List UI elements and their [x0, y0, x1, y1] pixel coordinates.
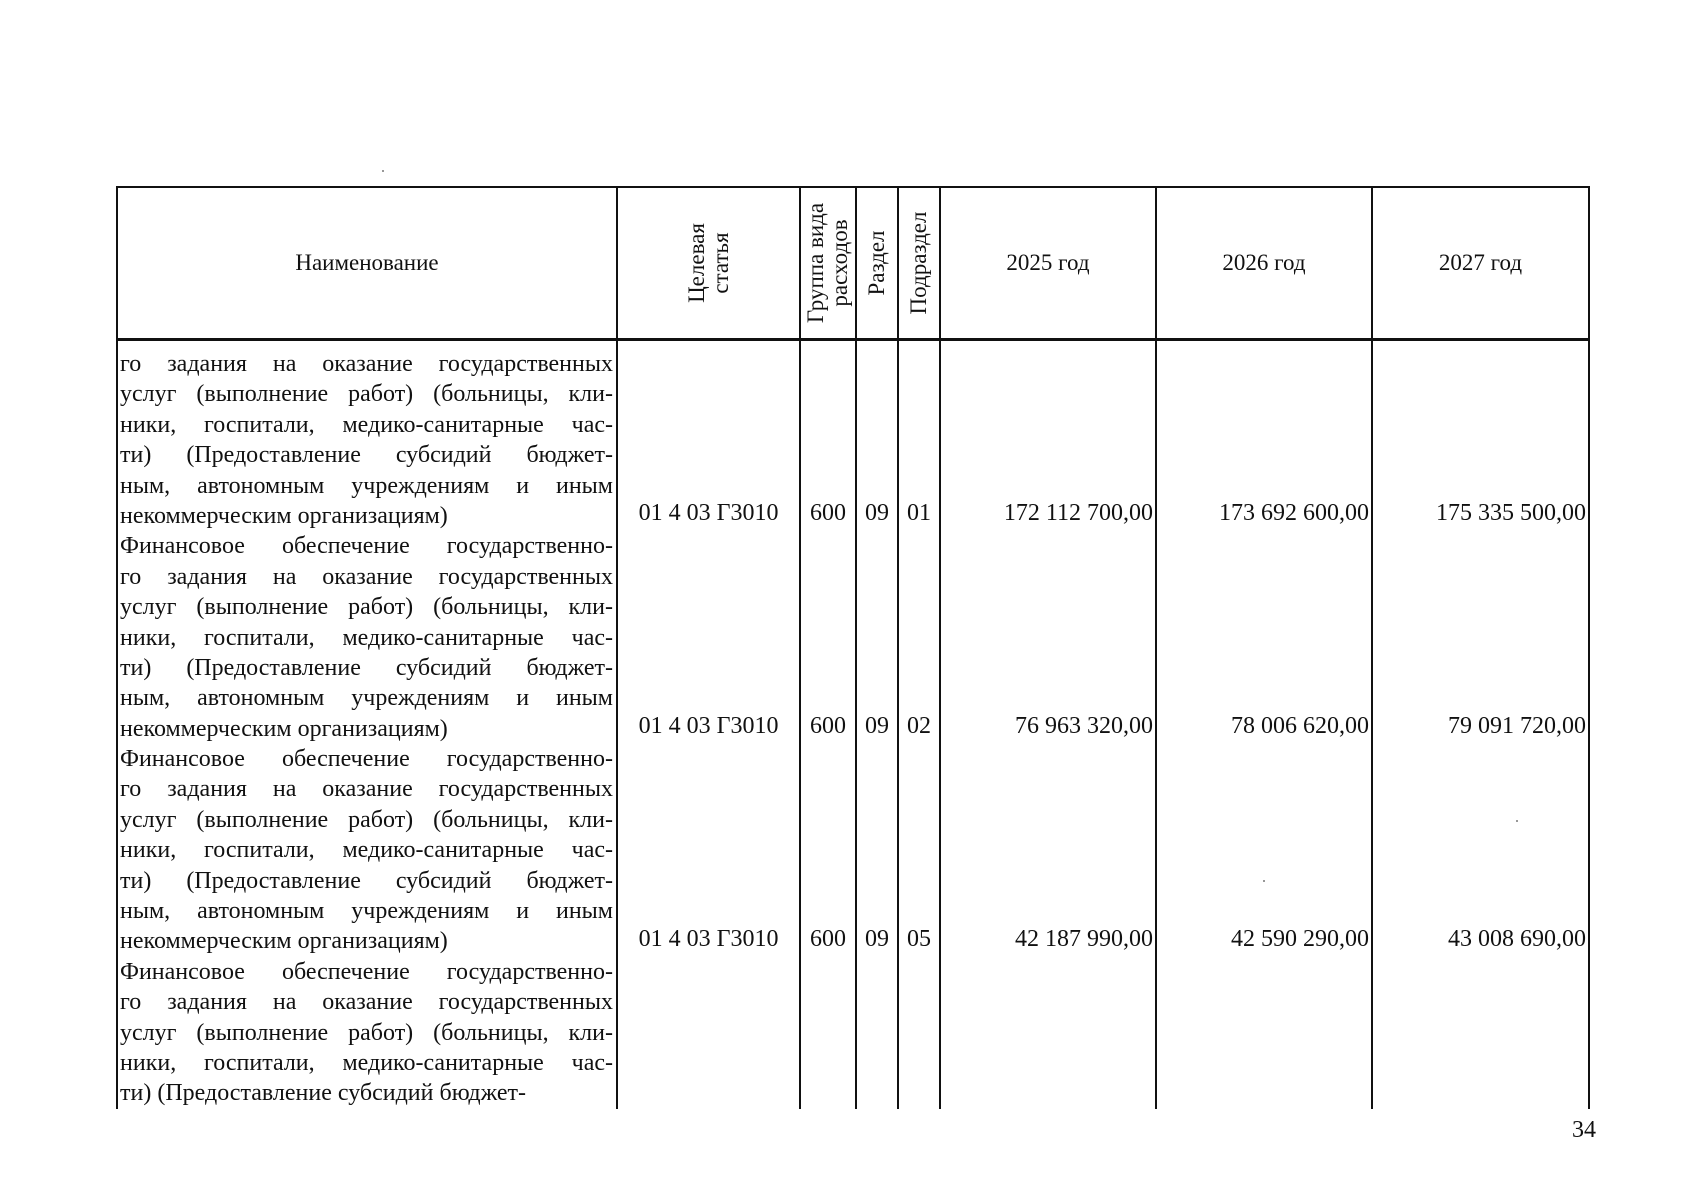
name-line: ники, госпитали, медико-санитарные час- — [120, 624, 613, 651]
row-name — [117, 349, 617, 531]
name-line: некоммерческим организациям) — [120, 715, 448, 742]
amount-2026-cell: 42 590 290,00 — [1156, 744, 1372, 957]
name-line: услуг (выполнение работ) (больницы, кли- — [120, 1019, 613, 1046]
table-header — [117, 187, 1589, 340]
name-line: го задания на оказание государственных — [120, 989, 613, 1016]
table-body — [117, 340, 1589, 1109]
header-expense-group-line2: расходов — [827, 219, 852, 307]
expense-group-cell: 600 — [800, 349, 856, 531]
subsection-cell: 02 — [898, 531, 940, 744]
name-line: ники, госпитали, медико-санитарные час- — [120, 837, 613, 864]
name-line: ти) (Предоставление субсидий бюджет- — [120, 654, 613, 681]
name-line: некоммерческим организациям) — [120, 502, 448, 529]
row-name — [117, 744, 617, 957]
section-cell: 09 — [856, 744, 898, 957]
name-line: го задания на оказание государственных — [120, 563, 613, 590]
name-line: ники, госпитали, медико-санитарные час- — [120, 411, 613, 438]
scan-speck — [382, 170, 384, 172]
name-line: услуг (выполнение работ) (больницы, кли- — [120, 594, 613, 621]
name-line: услуг (выполнение работ) (больницы, кли- — [120, 381, 613, 408]
table-row — [117, 744, 1589, 957]
header-name: Наименование — [117, 187, 617, 340]
header-expense-group-line1: Группа вида — [803, 202, 828, 324]
row-name — [117, 531, 617, 744]
name-line: Финансовое обеспечение государственно- — [120, 746, 613, 773]
target-article-cell: 01 4 03 Г3010 — [617, 531, 800, 744]
empty-cell — [1156, 957, 1372, 1109]
name-line: ти) (Предоставление субсидий бюджет- — [120, 867, 613, 894]
table-spacer-row — [117, 340, 1589, 350]
section-cell: 09 — [856, 349, 898, 531]
header-year-2027: 2027 год — [1372, 187, 1589, 340]
table-row — [117, 349, 1589, 531]
name-line: ным, автономным учреждениям и иным — [120, 898, 613, 925]
amount-2026-cell: 173 692 600,00 — [1156, 349, 1372, 531]
name-line: ным, автономным учреждениям и иным — [120, 685, 613, 712]
target-article-cell: 01 4 03 Г3010 — [617, 349, 800, 531]
expense-group-cell: 600 — [800, 531, 856, 744]
row-name — [117, 957, 617, 1109]
header-target-article-line1: Целевая — [683, 223, 709, 303]
header-target-article — [617, 187, 800, 340]
page-number: 34 — [1572, 1117, 1596, 1143]
name-line: Финансовое обеспечение государственно- — [120, 533, 613, 560]
empty-cell — [800, 957, 856, 1109]
name-line: го задания на оказание государственных — [120, 776, 613, 803]
expense-group-cell: 600 — [800, 744, 856, 957]
empty-cell — [940, 957, 1156, 1109]
header-year-2026: 2026 год — [1156, 187, 1372, 340]
subsection-cell: 01 — [898, 349, 940, 531]
empty-cell — [1372, 957, 1589, 1109]
header-target-article-line2: статья — [707, 232, 733, 294]
empty-cell — [617, 957, 800, 1109]
target-article-cell: 01 4 03 Г3010 — [617, 744, 800, 957]
table-row — [117, 531, 1589, 744]
subsection-cell: 05 — [898, 744, 940, 957]
name-line: услуг (выполнение работ) (больницы, кли- — [120, 806, 613, 833]
empty-cell — [856, 957, 898, 1109]
amount-2027-cell: 175 335 500,00 — [1372, 349, 1589, 531]
section-cell: 09 — [856, 531, 898, 744]
name-line: ники, госпитали, медико-санитарные час- — [120, 1049, 613, 1076]
name-line: некоммерческим организациям) — [120, 928, 448, 955]
name-line: ным, автономным учреждениям и иным — [120, 472, 613, 499]
header-section: Раздел — [856, 187, 898, 340]
amount-2025-cell: 172 112 700,00 — [940, 349, 1156, 531]
header-year-2025: 2025 год — [940, 187, 1156, 340]
amount-2025-cell: 42 187 990,00 — [940, 744, 1156, 957]
name-line: ти) (Предоставление субсидий бюджет- — [120, 1080, 527, 1107]
budget-table — [116, 186, 1590, 1109]
name-line: ти) (Предоставление субсидий бюджет- — [120, 442, 613, 469]
empty-cell — [898, 957, 940, 1109]
amount-2026-cell: 78 006 620,00 — [1156, 531, 1372, 744]
amount-2027-cell: 79 091 720,00 — [1372, 531, 1589, 744]
table-row-continued — [117, 957, 1589, 1109]
name-line: го задания на оказание государственных — [120, 351, 613, 377]
amount-2027-cell: 43 008 690,00 — [1372, 744, 1589, 957]
header-subsection: Подраздел — [898, 187, 940, 340]
header-expense-group — [800, 187, 856, 340]
name-line: Финансовое обеспечение государственно- — [120, 958, 613, 985]
amount-2025-cell: 76 963 320,00 — [940, 531, 1156, 744]
